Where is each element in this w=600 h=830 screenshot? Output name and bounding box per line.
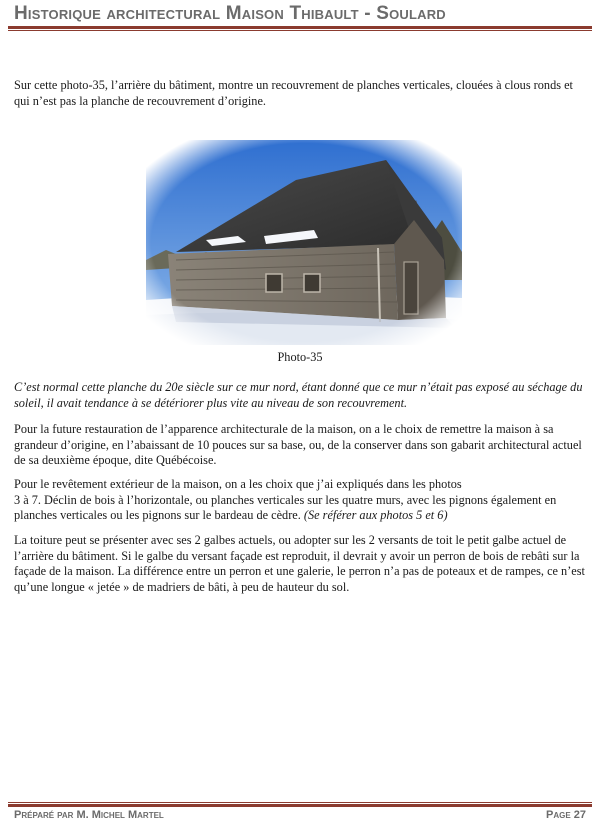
barn-photo-illustration [146,140,462,345]
photo-reference: (Se référer aux photos 5 et 6) [303,508,448,523]
paragraph-nord-wall: C’est normal cette planche du 20e siècle sur ce mur nord, étant donné que ce mur n’était pas exposé au séchage du soleil, il avait tendance à se détériorer plus vite au niveau de son recouvrement. [14,380,583,410]
page-header-title: Historique architectural Maison Thibault - Soulard [14,3,446,24]
paragraph-restauration: Pour la future restauration de l’apparence architecturale de la maison, on a le choix de remettre la maison à sa grandeur d’origine, en l’abaissant de 10 pouces sur sa base, ou, de la conserver dans son gabarit architectural actuel de sa deuxième époque, dite Québécoise. [14,422,582,468]
paragraph-toiture: La toiture peut se présenter avec ses 2 galbes actuels, ou adopter sur les 2 versants de toit le petit galbe actuel de l’arrière du bâtiment. Si le galbe du versant façade est reproduit, il devrait y avoir un perron de bois de rebâti sur la façade de la maison. La différence entre un perron et une galerie, le perron n’a pas de poteaux et de rampes, ce n’est qu’une longue « jetée » de madriers de bâti, à peu de hauteur du sol. [14,533,585,594]
header-rule-thin [8,30,592,31]
footer-rule [8,804,592,807]
photo-barn [146,140,462,345]
footer-author: Préparé par M. Michel Martel [14,809,164,821]
footer-page-number: Page 27 [546,809,586,821]
photo-caption: Photo-35 [277,350,323,364]
paragraph-revetement [14,477,586,524]
header-rule [8,26,592,29]
footer-rule-thin [8,802,592,803]
paragraph-intro: Sur cette photo-35, l’arrière du bâtiment, montre un recouvrement de planches verticales, clouées à clous ronds et qui n’est pas la planche de recouvrement d’origine. [14,78,573,108]
revetement-line2: 3 à 7. Déclin de bois à l’horizontale, ou planches verticales sur les quatre murs, avec les pignons également en planches verticales ou les pignons sur le bardeau de cèdre. [14,492,557,523]
revetement-line1: Pour le revêtement extérieur de la maison, on a les choix que j’ai expliqués dans les photos [14,477,462,491]
